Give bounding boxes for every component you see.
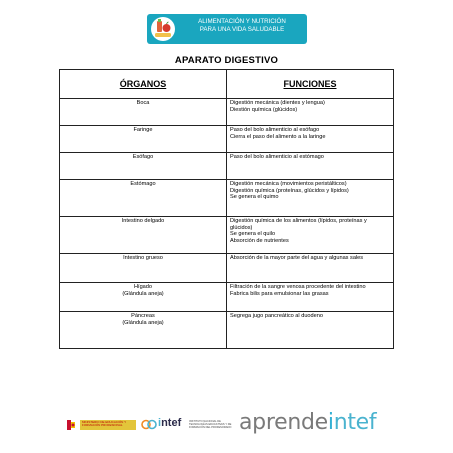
function-cell	[227, 126, 394, 153]
function-line: Se genera el quilo	[230, 231, 276, 238]
function-line: Fabrica bilis para emulsionar las grasas	[230, 290, 329, 297]
organ-cell	[60, 283, 227, 312]
intef-subtitle: INSTITUTO NACIONAL DE TECNOLOGÍAS EDUCATIVAS Y DE FORMACIÓN DEL PROFESORADO	[189, 420, 232, 429]
organ-cell	[60, 217, 227, 254]
function-line: Digestión mecánica (dientes y lengua)	[230, 100, 325, 106]
intef-logo	[141, 417, 235, 433]
function-line: Digestión química (proteínas, glúcidos y lípidos)	[230, 187, 349, 194]
organ-name: Esófago	[132, 154, 154, 160]
table-row	[60, 126, 394, 153]
organ-cell	[60, 126, 227, 153]
function-line: Absorción de nutrientes	[230, 237, 289, 244]
function-cell	[227, 283, 394, 312]
organ-name: Hígado	[133, 284, 153, 290]
function-line: Paso del bolo alimenticio al estómago	[230, 154, 324, 160]
ministry-text: MINISTERIO DE EDUCACIÓN Y FORMACIÓN PROFESIONAL	[82, 420, 127, 428]
function-line: Diestión química (glúcidos)	[230, 106, 298, 113]
document-title: APARATO DIGESTIVO	[174, 55, 279, 66]
organ-note: (Glándula aneja)	[122, 319, 164, 326]
table-row	[60, 283, 394, 312]
function-line: Absorción de la mayor parte del agua y algunas sales	[230, 255, 364, 261]
function-cell	[227, 153, 394, 180]
organ-cell	[60, 180, 227, 217]
aprendeintef-logo: aprendeintef	[239, 410, 377, 435]
function-line: Digestión mecánica (movimientos peristálticos)	[230, 181, 347, 187]
table-row	[60, 312, 394, 349]
function-line: Digestión química de los alimentos (lípidos, proteínas y glúcidos)	[230, 218, 367, 231]
food-plate-icon	[151, 17, 175, 41]
organ-name: Boca	[136, 100, 150, 106]
table-row	[60, 180, 394, 217]
function-line: Segrega jugo pancreático al duodeno	[230, 313, 323, 319]
table-header-row	[60, 70, 394, 99]
function-cell	[227, 99, 394, 126]
footer	[0, 400, 453, 440]
function-line: Paso del bolo alimenticio al esófago	[230, 127, 320, 133]
banner-line-1: ALIMENTACIÓN Y NUTRICIÓN	[198, 18, 286, 25]
organ-cell	[60, 99, 227, 126]
organ-cell	[60, 254, 227, 283]
function-line: Filtración de la sangre venosa procedente del intestino	[230, 284, 366, 290]
intef-mark-icon	[141, 418, 157, 431]
function-line: Cierra el paso del alimento a la laringe	[230, 133, 326, 140]
intef-wordmark: intef	[158, 417, 182, 429]
function-line: Se genera el quimo	[230, 194, 279, 201]
function-cell	[227, 180, 394, 217]
coat-of-arms-icon	[66, 419, 78, 431]
table-row	[60, 153, 394, 180]
table-row	[60, 99, 394, 126]
organ-cell	[60, 153, 227, 180]
function-cell	[227, 254, 394, 283]
table-row	[60, 217, 394, 254]
header-organs: ÓRGANOS	[60, 70, 227, 99]
organ-name: Estómago	[130, 181, 156, 187]
digestive-system-table	[59, 69, 394, 349]
table-row	[60, 254, 394, 283]
organ-name: Intestino delgado	[121, 218, 165, 224]
ministry-logo	[66, 419, 136, 431]
header-banner	[147, 14, 307, 44]
banner-title	[179, 18, 305, 34]
organ-name: Faringe	[133, 127, 153, 133]
organ-name: Páncreas	[131, 313, 155, 319]
header-functions: FUNCIONES	[227, 70, 394, 99]
organ-name: Intestino grueso	[123, 255, 163, 261]
organ-cell	[60, 312, 227, 349]
organ-note: (Glándula aneja)	[122, 290, 164, 297]
banner-line-2: PARA UNA VIDA SALUDABLE	[199, 26, 285, 33]
function-cell	[227, 217, 394, 254]
function-cell	[227, 312, 394, 349]
